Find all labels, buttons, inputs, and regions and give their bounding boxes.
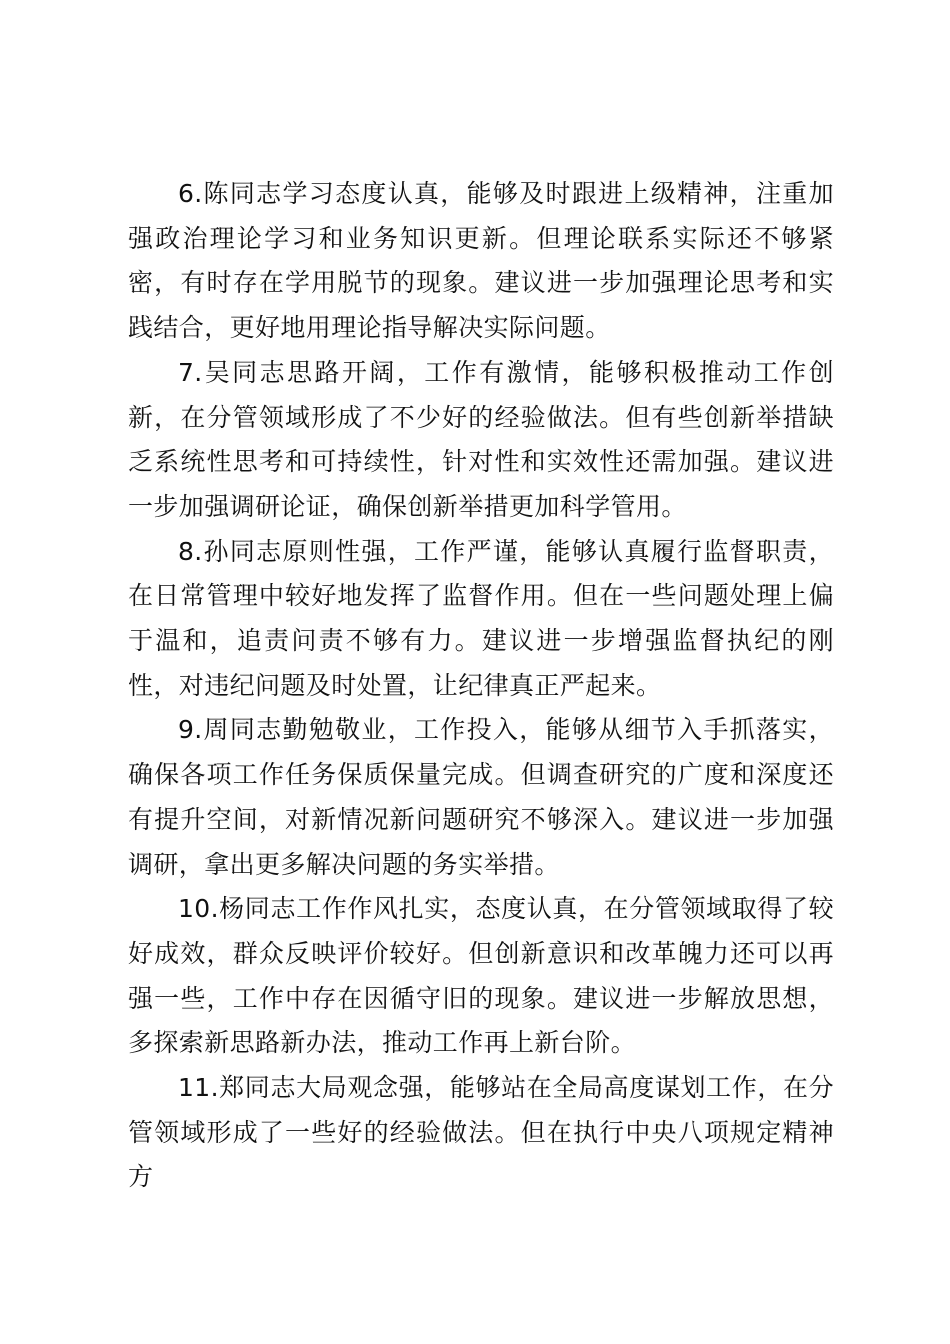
paragraph-item-11: 11.郑同志大局观念强，能够站在全局高度谋划工作，在分管领域形成了一些好的经验做法。但在执行中央八项规定精神方	[128, 1073, 834, 1192]
paragraph-item-6: 6.陈同志学习态度认真，能够及时跟进上级精神，注重加强政治理论学习和业务知识更新。但理论联系实际还不够紧密，有时存在学用脱节的现象。建议进一步加强理论思考和实践结合，更好地用理论指导解决实际问题。	[128, 179, 834, 343]
document-body	[128, 172, 834, 1200]
paragraph-item-8: 8.孙同志原则性强，工作严谨，能够认真履行监督职责，在日常管理中较好地发挥了监督作用。但在一些问题处理上偏于温和，追责问责不够有力。建议进一步增强监督执纪的刚性，对违纪问题及时处置，让纪律真正严起来。	[128, 536, 834, 700]
paragraph-item-7: 7.吴同志思路开阔，工作有激情，能够积极推动工作创新，在分管领域形成了不少好的经验做法。但有些创新举措缺乏系统性思考和可持续性，针对性和实效性还需加强。建议进一步加强调研论证，确保创新举措更加科学管用。	[128, 357, 834, 521]
paragraph-item-9: 9.周同志勤勉敬业，工作投入，能够从细节入手抓落实，确保各项工作任务保质保量完成。但调查研究的广度和深度还有提升空间，对新情况新问题研究不够深入。建议进一步加强调研，拿出更多解决问题的务实举措。	[128, 715, 834, 879]
paragraph-item-10: 10.杨同志工作作风扎实，态度认真，在分管领域取得了较好成效，群众反映评价较好。但创新意识和改革魄力还可以再强一些，工作中存在因循守旧的现象。建议进一步解放思想，多探索新思路新办法，推动工作再上新台阶。	[128, 894, 834, 1058]
